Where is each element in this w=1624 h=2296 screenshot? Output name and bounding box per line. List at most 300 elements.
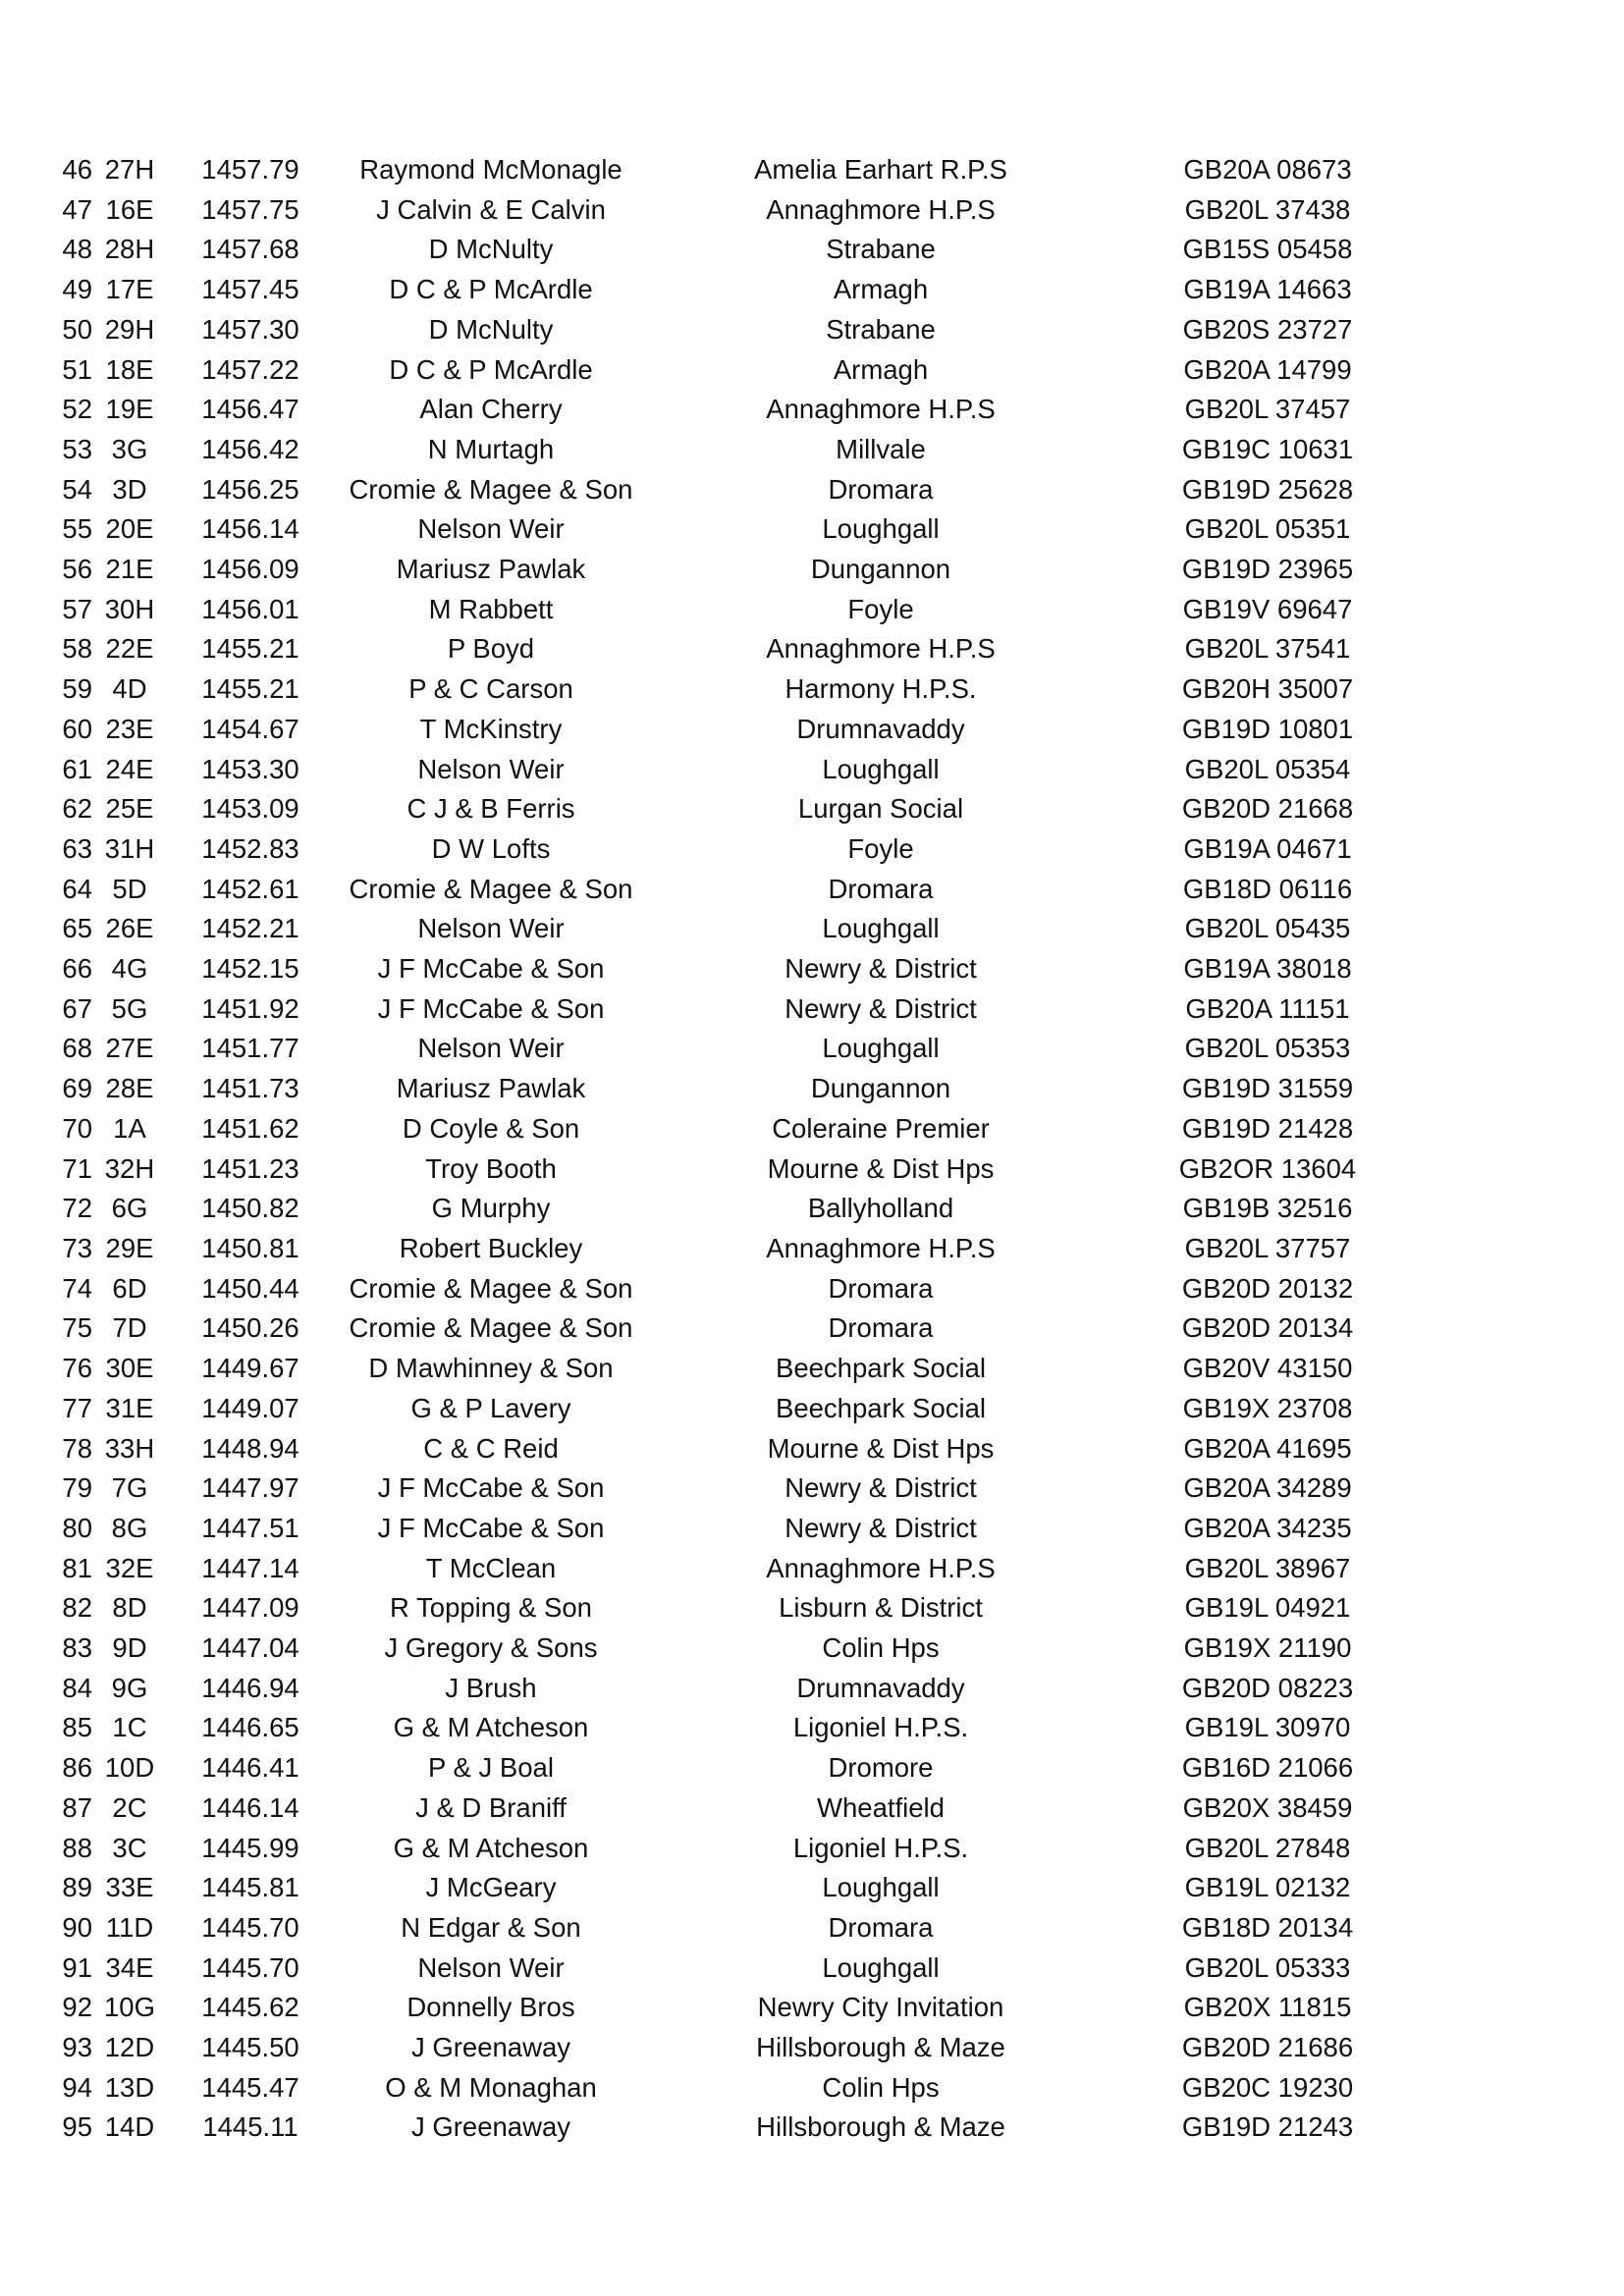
position-cell: 47 [62, 193, 92, 225]
fancier-name-cell: G & P Lavery [410, 1392, 571, 1423]
ring-number-cell: GB15S 05458 [1182, 234, 1353, 265]
velocity-cell: 1446.41 [201, 1752, 299, 1784]
ring-number-cell: GB20L 37541 [1184, 633, 1351, 665]
fancier-name-cell: J F McCabe & Son [377, 953, 605, 985]
fancier-name-cell: Raymond McMonagle [359, 154, 623, 185]
ring-number-cell: GB20L 05435 [1184, 913, 1351, 944]
ring-number-cell: GB20L 05351 [1184, 513, 1351, 545]
position-cell: 60 [62, 713, 92, 744]
position-cell: 72 [62, 1193, 92, 1224]
ring-number-cell: GB19X 23708 [1182, 1392, 1353, 1423]
fancier-name-cell: J Brush [445, 1672, 537, 1703]
ring-number-cell: GB19D 21428 [1181, 1112, 1354, 1144]
ring-number-cell: GB19L 30970 [1184, 1712, 1351, 1743]
position-cell: 59 [62, 673, 92, 705]
position-cell: 95 [62, 2111, 92, 2143]
table-row [0, 1669, 1624, 1709]
club-cell: Dromara [828, 873, 934, 904]
section-cell: 28H [104, 234, 155, 265]
fancier-name-cell: T McClean [425, 1552, 557, 1583]
club-cell: Harmony H.P.S. [785, 673, 977, 705]
row-spacer [1412, 870, 1624, 910]
fancier-name-cell: D C & P McArdle [389, 353, 593, 385]
club-cell: Foyle [847, 832, 914, 864]
table-row [0, 1549, 1624, 1589]
table-row [0, 2068, 1624, 2109]
table-row [0, 190, 1624, 231]
position-cell: 70 [62, 1112, 92, 1144]
section-cell: 20E [105, 513, 154, 545]
velocity-cell: 1452.61 [201, 873, 299, 904]
velocity-cell: 1449.07 [201, 1392, 299, 1423]
fancier-name-cell: J Greenaway [410, 2111, 571, 2143]
club-cell: Dromara [828, 1911, 934, 1943]
velocity-cell: 1447.04 [201, 1632, 299, 1664]
row-spacer [1412, 1868, 1624, 1908]
table-row [0, 1349, 1624, 1389]
table-row [0, 1269, 1624, 1309]
table-row [0, 909, 1624, 949]
velocity-cell: 1457.22 [201, 353, 299, 385]
club-cell: Dromara [828, 1312, 934, 1344]
club-cell: Loughgall [822, 1872, 940, 1903]
ring-number-cell: GB20L 05353 [1184, 1033, 1351, 1064]
section-cell: 7G [111, 1472, 148, 1504]
ring-number-cell: GB20D 21668 [1181, 793, 1354, 825]
position-cell: 58 [62, 633, 92, 665]
row-spacer [1412, 230, 1624, 270]
section-cell: 32E [105, 1552, 154, 1583]
velocity-cell: 1450.81 [201, 1232, 299, 1263]
position-cell: 62 [62, 793, 92, 825]
section-cell: 9D [112, 1632, 147, 1664]
velocity-cell: 1457.30 [201, 313, 299, 345]
ring-number-cell: GB20D 21686 [1181, 2032, 1354, 2063]
table-row [0, 230, 1624, 270]
row-spacer [1412, 390, 1624, 430]
row-spacer [1412, 1588, 1624, 1629]
club-cell: Dromara [828, 1272, 934, 1304]
section-cell: 1C [112, 1712, 147, 1743]
position-cell: 88 [62, 1832, 92, 1863]
club-cell: Loughgall [822, 913, 940, 944]
table-row [0, 1429, 1624, 1469]
ring-number-cell: GB19D 31559 [1181, 1073, 1354, 1104]
section-cell: 31H [104, 832, 155, 864]
section-cell: 26E [105, 913, 154, 944]
position-cell: 78 [62, 1432, 92, 1464]
velocity-cell: 1445.99 [201, 1832, 299, 1863]
ring-number-cell: GB20L 05333 [1184, 1951, 1351, 1983]
fancier-name-cell: J Greenaway [410, 2032, 571, 2063]
table-row [0, 1189, 1624, 1229]
position-cell: 69 [62, 1073, 92, 1104]
ring-number-cell: GB20D 08223 [1181, 1672, 1354, 1703]
table-row [0, 550, 1624, 590]
position-cell: 67 [62, 992, 92, 1024]
position-cell: 49 [62, 274, 92, 305]
row-spacer [1412, 1949, 1624, 1989]
velocity-cell: 1445.62 [201, 1992, 299, 2023]
section-cell: 11D [105, 1911, 154, 1943]
ring-number-cell: GB20L 37438 [1184, 193, 1351, 225]
row-spacer [1412, 550, 1624, 590]
row-spacer [1412, 1149, 1624, 1190]
club-cell: Strabane [826, 234, 936, 265]
row-spacer [1412, 2108, 1624, 2148]
row-spacer [1412, 1189, 1624, 1229]
ring-number-cell: GB20L 38967 [1184, 1552, 1351, 1583]
club-cell: Ligoniel H.P.S. [792, 1832, 969, 1863]
position-cell: 75 [62, 1312, 92, 1344]
position-cell: 46 [62, 154, 92, 185]
section-cell: 18E [105, 353, 154, 385]
table-row [0, 310, 1624, 350]
position-cell: 87 [62, 1791, 92, 1823]
fancier-name-cell: Cromie & Magee & Son [349, 473, 633, 505]
ring-number-cell: GB19D 25628 [1181, 473, 1354, 505]
ring-number-cell: GB19X 21190 [1183, 1632, 1352, 1664]
club-cell: Ballyholland [807, 1193, 954, 1224]
velocity-cell: 1452.83 [201, 832, 299, 864]
club-cell: Beechpark Social [775, 1392, 986, 1423]
club-cell: Strabane [826, 313, 936, 345]
club-cell: Loughgall [822, 513, 940, 545]
velocity-cell: 1455.21 [201, 673, 299, 705]
fancier-name-cell: G & M Atcheson [393, 1712, 589, 1743]
position-cell: 85 [62, 1712, 92, 1743]
velocity-cell: 1456.42 [201, 433, 299, 464]
ring-number-cell: GB20A 11151 [1185, 992, 1350, 1024]
fancier-name-cell: O & M Monaghan [385, 2071, 597, 2103]
position-cell: 89 [62, 1872, 92, 1903]
row-spacer [1412, 949, 1624, 989]
table-row [0, 590, 1624, 630]
section-cell: 27H [104, 154, 155, 185]
table-row [0, 1468, 1624, 1509]
row-spacer [1412, 1389, 1624, 1429]
ring-number-cell: GB16D 21066 [1181, 1752, 1354, 1784]
velocity-cell: 1456.14 [201, 513, 299, 545]
row-spacer [1412, 1429, 1624, 1469]
table-row [0, 750, 1624, 790]
position-cell: 71 [62, 1152, 92, 1184]
section-cell: 10D [104, 1752, 155, 1784]
fancier-name-cell: P Boyd [447, 633, 535, 665]
section-cell: 16E [105, 193, 154, 225]
ring-number-cell: GB20L 05354 [1184, 753, 1351, 784]
fancier-name-cell: Nelson Weir [417, 513, 565, 545]
section-cell: 30E [105, 1353, 154, 1384]
position-cell: 76 [62, 1353, 92, 1384]
velocity-cell: 1457.68 [201, 234, 299, 265]
velocity-cell: 1445.70 [201, 1911, 299, 1943]
section-cell: 24E [105, 753, 154, 784]
section-cell: 34E [105, 1951, 154, 1983]
fancier-name-cell: T McKinstry [419, 713, 563, 744]
position-cell: 94 [62, 2071, 92, 2103]
table-row [0, 629, 1624, 669]
fancier-name-cell: J McGeary [425, 1872, 557, 1903]
table-row [0, 669, 1624, 710]
position-cell: 52 [62, 394, 92, 425]
fancier-name-cell: D McNulty [428, 313, 554, 345]
row-spacer [1412, 1069, 1624, 1109]
position-cell: 65 [62, 913, 92, 944]
position-cell: 63 [62, 832, 92, 864]
fancier-name-cell: J & D Braniff [415, 1791, 567, 1823]
velocity-cell: 1447.97 [201, 1472, 299, 1504]
row-spacer [1412, 190, 1624, 231]
velocity-cell: 1446.94 [201, 1672, 299, 1703]
velocity-cell: 1451.77 [201, 1033, 299, 1064]
fancier-name-cell: Robert Buckley [399, 1232, 583, 1263]
position-cell: 74 [62, 1272, 92, 1304]
table-row [0, 430, 1624, 470]
position-cell: 57 [62, 593, 92, 624]
section-cell: 3D [112, 473, 147, 505]
position-cell: 51 [62, 353, 92, 385]
section-cell: 3G [111, 433, 148, 464]
club-cell: Newry & District [785, 953, 977, 985]
section-cell: 3C [112, 1832, 147, 1863]
ring-number-cell: GB19A 04671 [1183, 832, 1352, 864]
section-cell: 32H [104, 1152, 155, 1184]
section-cell: 23E [105, 713, 154, 744]
section-cell: 33H [104, 1432, 155, 1464]
velocity-cell: 1447.09 [201, 1592, 299, 1624]
section-cell: 31E [105, 1392, 154, 1423]
velocity-cell: 1454.67 [201, 713, 299, 744]
club-cell: Mourne & Dist Hps [767, 1432, 995, 1464]
club-cell: Annaghmore H.P.S [766, 1232, 996, 1263]
velocity-cell: 1447.14 [201, 1552, 299, 1583]
fancier-name-cell: C & C Reid [423, 1432, 559, 1464]
row-spacer [1412, 150, 1624, 190]
club-cell: Newry & District [785, 1472, 977, 1504]
position-cell: 66 [62, 953, 92, 985]
table-row [0, 1908, 1624, 1949]
ring-number-cell: GB19D 10801 [1181, 713, 1354, 744]
fancier-name-cell: G & M Atcheson [393, 1832, 589, 1863]
ring-number-cell: GB20A 08673 [1183, 154, 1352, 185]
row-spacer [1412, 629, 1624, 669]
club-cell: Dungannon [810, 554, 951, 585]
velocity-cell: 1453.09 [201, 793, 299, 825]
velocity-cell: 1451.92 [201, 992, 299, 1024]
section-cell: 5G [111, 992, 148, 1024]
section-cell: 30H [104, 593, 155, 624]
fancier-name-cell: D Coyle & Son [402, 1112, 580, 1144]
position-cell: 83 [62, 1632, 92, 1664]
velocity-cell: 1456.09 [201, 554, 299, 585]
table-row [0, 150, 1624, 190]
velocity-cell: 1446.14 [201, 1791, 299, 1823]
position-cell: 93 [62, 2032, 92, 2063]
fancier-name-cell: Cromie & Magee & Son [349, 1312, 633, 1344]
ring-number-cell: GB20C 19230 [1181, 2071, 1354, 2103]
table-row [0, 949, 1624, 989]
row-spacer [1412, 1629, 1624, 1669]
fancier-name-cell: Alan Cherry [419, 394, 563, 425]
table-row [0, 1389, 1624, 1429]
fancier-name-cell: Nelson Weir [417, 913, 565, 944]
velocity-cell: 1452.15 [201, 953, 299, 985]
row-spacer [1412, 789, 1624, 829]
section-cell: 27E [105, 1033, 154, 1064]
club-cell: Armagh [833, 274, 929, 305]
club-cell: Annaghmore H.P.S [766, 633, 996, 665]
table-row [0, 1588, 1624, 1629]
fancier-name-cell: Nelson Weir [417, 1033, 565, 1064]
club-cell: Annaghmore H.P.S [766, 193, 996, 225]
table-row [0, 2108, 1624, 2148]
section-cell: 8D [112, 1592, 147, 1624]
table-row [0, 1029, 1624, 1069]
row-spacer [1412, 2068, 1624, 2109]
fancier-name-cell: Nelson Weir [417, 753, 565, 784]
ring-number-cell: GB18D 06116 [1182, 873, 1353, 904]
table-row [0, 1748, 1624, 1789]
table-row [0, 350, 1624, 391]
row-spacer [1412, 1708, 1624, 1748]
velocity-cell: 1448.94 [201, 1432, 299, 1464]
ring-number-cell: GB20V 43150 [1182, 1353, 1353, 1384]
row-spacer [1412, 1789, 1624, 1829]
club-cell: Annaghmore H.P.S [766, 394, 996, 425]
table-row [0, 1829, 1624, 1869]
club-cell: Loughgall [822, 1951, 940, 1983]
position-cell: 56 [62, 554, 92, 585]
row-spacer [1412, 509, 1624, 550]
position-cell: 77 [62, 1392, 92, 1423]
table-row [0, 1629, 1624, 1669]
club-cell: Lurgan Social [797, 793, 964, 825]
table-row [0, 1509, 1624, 1549]
club-cell: Drumnavaddy [796, 713, 965, 744]
results-table [0, 150, 1624, 2148]
section-cell: 17E [105, 274, 154, 305]
position-cell: 73 [62, 1232, 92, 1263]
ring-number-cell: GB19V 69647 [1182, 593, 1353, 624]
club-cell: Mourne & Dist Hps [767, 1152, 995, 1184]
ring-number-cell: GB20D 20132 [1181, 1272, 1354, 1304]
velocity-cell: 1445.50 [201, 2032, 299, 2063]
table-row [0, 710, 1624, 750]
section-cell: 33E [105, 1872, 154, 1903]
ring-number-cell: GB18D 20134 [1181, 1911, 1354, 1943]
club-cell: Foyle [847, 593, 914, 624]
section-cell: 14D [104, 2111, 155, 2143]
ring-number-cell: GB20L 37757 [1184, 1232, 1351, 1263]
table-row [0, 1069, 1624, 1109]
table-row [0, 270, 1624, 310]
velocity-cell: 1451.73 [201, 1073, 299, 1104]
section-cell: 19E [105, 394, 154, 425]
table-row [0, 829, 1624, 870]
velocity-cell: 1445.11 [202, 2111, 298, 2143]
section-cell: 8G [111, 1512, 148, 1543]
velocity-cell: 1452.21 [201, 913, 299, 944]
velocity-cell: 1456.01 [201, 593, 299, 624]
row-spacer [1412, 1308, 1624, 1349]
table-row [0, 1949, 1624, 1989]
fancier-name-cell: J F McCabe & Son [377, 1472, 605, 1504]
section-cell: 2C [112, 1791, 147, 1823]
velocity-cell: 1457.45 [201, 274, 299, 305]
fancier-name-cell: N Edgar & Son [401, 1911, 581, 1943]
row-spacer [1412, 750, 1624, 790]
position-cell: 84 [62, 1672, 92, 1703]
table-row [0, 1149, 1624, 1190]
ring-number-cell: GB19L 02132 [1184, 1872, 1351, 1903]
section-cell: 21E [105, 554, 154, 585]
row-spacer [1412, 710, 1624, 750]
club-cell: Dromara [828, 473, 934, 505]
club-cell: Newry & District [785, 992, 977, 1024]
fancier-name-cell: D Mawhinney & Son [368, 1353, 614, 1384]
row-spacer [1412, 829, 1624, 870]
ring-number-cell: GB20L 37457 [1184, 394, 1351, 425]
velocity-cell: 1449.67 [201, 1353, 299, 1384]
fancier-name-cell: D McNulty [428, 234, 554, 265]
fancier-name-cell: M Rabbett [428, 593, 554, 624]
section-cell: 1A [113, 1112, 146, 1144]
row-spacer [1412, 1109, 1624, 1149]
row-spacer [1412, 1669, 1624, 1709]
fancier-name-cell: R Topping & Son [390, 1592, 592, 1624]
fancier-name-cell: D C & P McArdle [389, 274, 593, 305]
ring-number-cell: GB20A 14799 [1183, 353, 1352, 385]
table-row [0, 870, 1624, 910]
club-cell: Millvale [836, 433, 926, 464]
velocity-cell: 1457.79 [201, 154, 299, 185]
position-cell: 79 [62, 1472, 92, 1504]
section-cell: 22E [105, 633, 154, 665]
velocity-cell: 1456.25 [201, 473, 299, 505]
club-cell: Hillsborough & Maze [756, 2032, 1005, 2063]
section-cell: 4G [111, 953, 148, 985]
fancier-name-cell: Nelson Weir [417, 1951, 565, 1983]
club-cell: Colin Hps [822, 1632, 940, 1664]
fancier-name-cell: D W Lofts [431, 832, 551, 864]
row-spacer [1412, 1908, 1624, 1949]
position-cell: 50 [62, 313, 92, 345]
velocity-cell: 1450.26 [201, 1312, 299, 1344]
fancier-name-cell: Mariusz Pawlak [396, 1073, 586, 1104]
row-spacer [1412, 1829, 1624, 1869]
table-row [0, 470, 1624, 510]
velocity-cell: 1447.51 [201, 1512, 299, 1543]
fancier-name-cell: N Murtagh [427, 433, 555, 464]
section-cell: 10G [104, 1992, 155, 2023]
row-spacer [1412, 1229, 1624, 1269]
ring-number-cell: GB20S 23727 [1182, 313, 1353, 345]
velocity-cell: 1450.82 [201, 1193, 299, 1224]
section-cell: 28E [105, 1073, 154, 1104]
row-spacer [1412, 270, 1624, 310]
ring-number-cell: GB20D 20134 [1181, 1312, 1354, 1344]
ring-number-cell: GB19A 14663 [1183, 274, 1352, 305]
fancier-name-cell: P & C Carson [408, 673, 573, 705]
velocity-cell: 1445.81 [201, 1872, 299, 1903]
ring-number-cell: GB19B 32516 [1182, 1193, 1353, 1224]
velocity-cell: 1453.30 [201, 753, 299, 784]
position-cell: 86 [62, 1752, 92, 1784]
fancier-name-cell: G Murphy [431, 1193, 551, 1224]
row-spacer [1412, 590, 1624, 630]
velocity-cell: 1445.47 [201, 2071, 299, 2103]
